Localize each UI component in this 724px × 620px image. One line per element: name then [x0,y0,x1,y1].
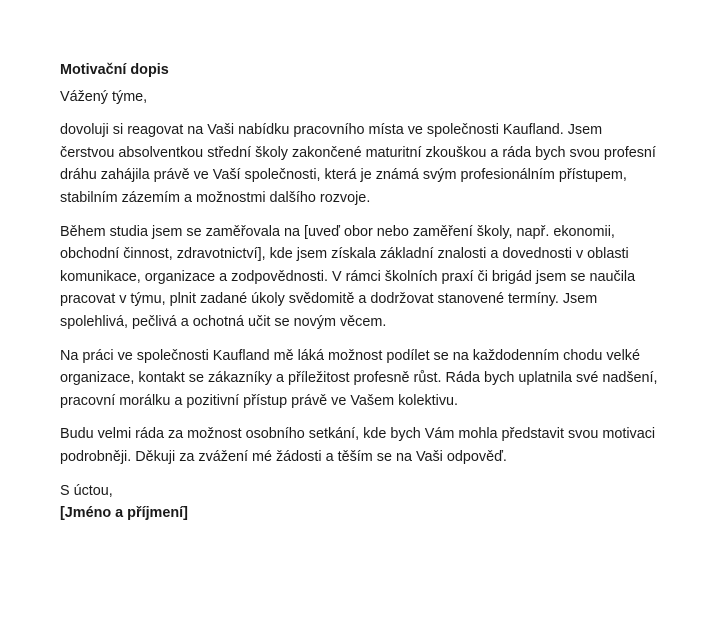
letter-title: Motivační dopis [60,62,169,78]
letter-signature: [Jméno a příjmení] [60,505,188,522]
paragraph-conclusion: Budu velmi ráda za možnost osobního setkání, kde bych Vám mohla představit svou motivaci podrobněji. Děkuji za zvážení mé žádosti a těším se na Vaši odpověď. [60,426,656,465]
letter-closing: S úctou, [60,482,113,499]
paragraph-intro: dovoluji si reagovat na Vaši nabídku pracovního místa ve společnosti Kaufland. Jsem čerstvou absolventkou střední školy zakončené maturitní zkouškou a ráda bych svou profesní dráhu zahájila právě ve Vaší společnosti, která je známá svým profesionálním přístupem, stabilním zázemím a možnostmi dalšího rozvoje. [60,122,656,206]
letter-greeting: Vážený týme, [60,88,148,105]
paragraph-motivation: Na práci ve společnosti Kaufland mě láká možnost podílet se na každodenním chodu velké organizace, kontakt se zákazníky a příležitost profesně růst. Ráda bych uplatnila své nadšení, pracovní morálku a pozitivní přístup právě ve Vašem kolektivu. [60,347,658,409]
paragraph-studies: Během studia jsem se zaměřovala na [uveď obor nebo zaměření školy, např. ekonomii, obchodní činnost, zdravotnictví], kde jsem získala základní znalosti a dovednosti v oblasti komunikace, organizace a zodpovědnosti. V rámci školních praxí či brigád jsem se naučila pracovat v týmu, plnit zadané úkoly svědomitě a dodržovat stanovené termíny. Jsem spolehlivá, pečlivá a ochotná učit se novým věcem. [60,223,636,330]
